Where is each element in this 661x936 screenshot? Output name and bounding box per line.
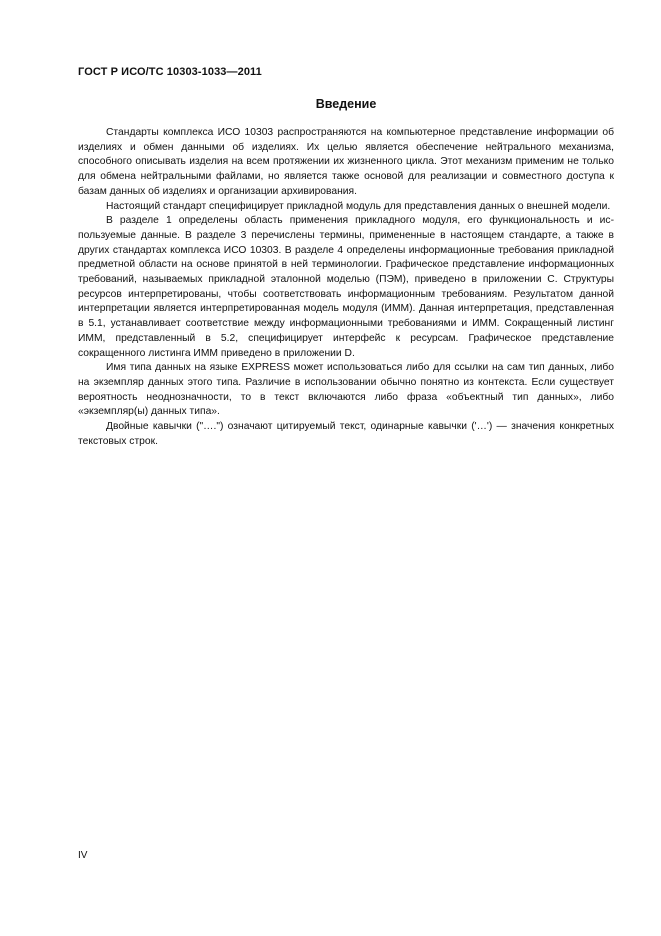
paragraph-2: Настоящий стандарт специфицирует прикладной модуль для представления данных о внешней модели. bbox=[106, 200, 611, 212]
paragraph-5: Двойные кавычки ("….") означают цитируемый текст, одинарные кавычки ('…') — значения конкретных текстовых строк. bbox=[78, 421, 614, 447]
paragraph-1: Стандарты комплекса ИСО 10303 распространяются на компьютерное представление информации об изделиях и обмен данными об изделиях. Их целью является обеспечение нейтрального механизма, способного описывать изделия на всем протяжении их жизненного цикла. Этот механизм применим не только для обмена нейтральными файлами, но является также основой для реализации и совместного доступа к базам данных об изделиях и организации архивирования. bbox=[78, 127, 614, 197]
paragraph-4: Имя типа данных на языке EXPRESS может использоваться либо для ссылки на сам тип данных, либо на экземпляр данных этого типа. Различие в использовании обычно понятно из контекста. Если существует вероятность неоднозначности, то в текст включаются либо фраза «объектный тип данных», либо «экземпляр(ы) данных типа». bbox=[78, 362, 614, 418]
body-text bbox=[78, 126, 614, 449]
document-header: ГОСТ Р ИСО/ТС 10303-1033—2011 bbox=[78, 66, 262, 78]
paragraph-3: В разделе 1 определены область применения прикладного модуля, его функциональность и используемые данные. В разделе 3 перечислены термины, примененные в настоящем стандарте, а также в других стандартах комплекса ИСО 10303. В разделе 4 определены информационные требования прикладной предметной области на основе принятой в ней терминологии. Графическое представление информационных требований, называемых прикладной эталонной моделью (ПЭМ), приведено в приложении С. Структуры ресурсов интерпретированы, чтобы соответствовать информационным требованиям. Результатом данной интерпретации является интерпретированная модель модуля (ИММ). Данная интерпретация, представленная в 5.1, устанавливает соответствие между информационными требованиями и ИММ. Сокращенный листинг ИММ, представленный в 5.2, специфицирует интерфейс к ресурсам. Графическое представление сокращенного листинга ИММ приведено в приложении D. bbox=[78, 215, 614, 359]
page-number: IV bbox=[78, 850, 88, 861]
section-title: Введение bbox=[315, 97, 377, 111]
